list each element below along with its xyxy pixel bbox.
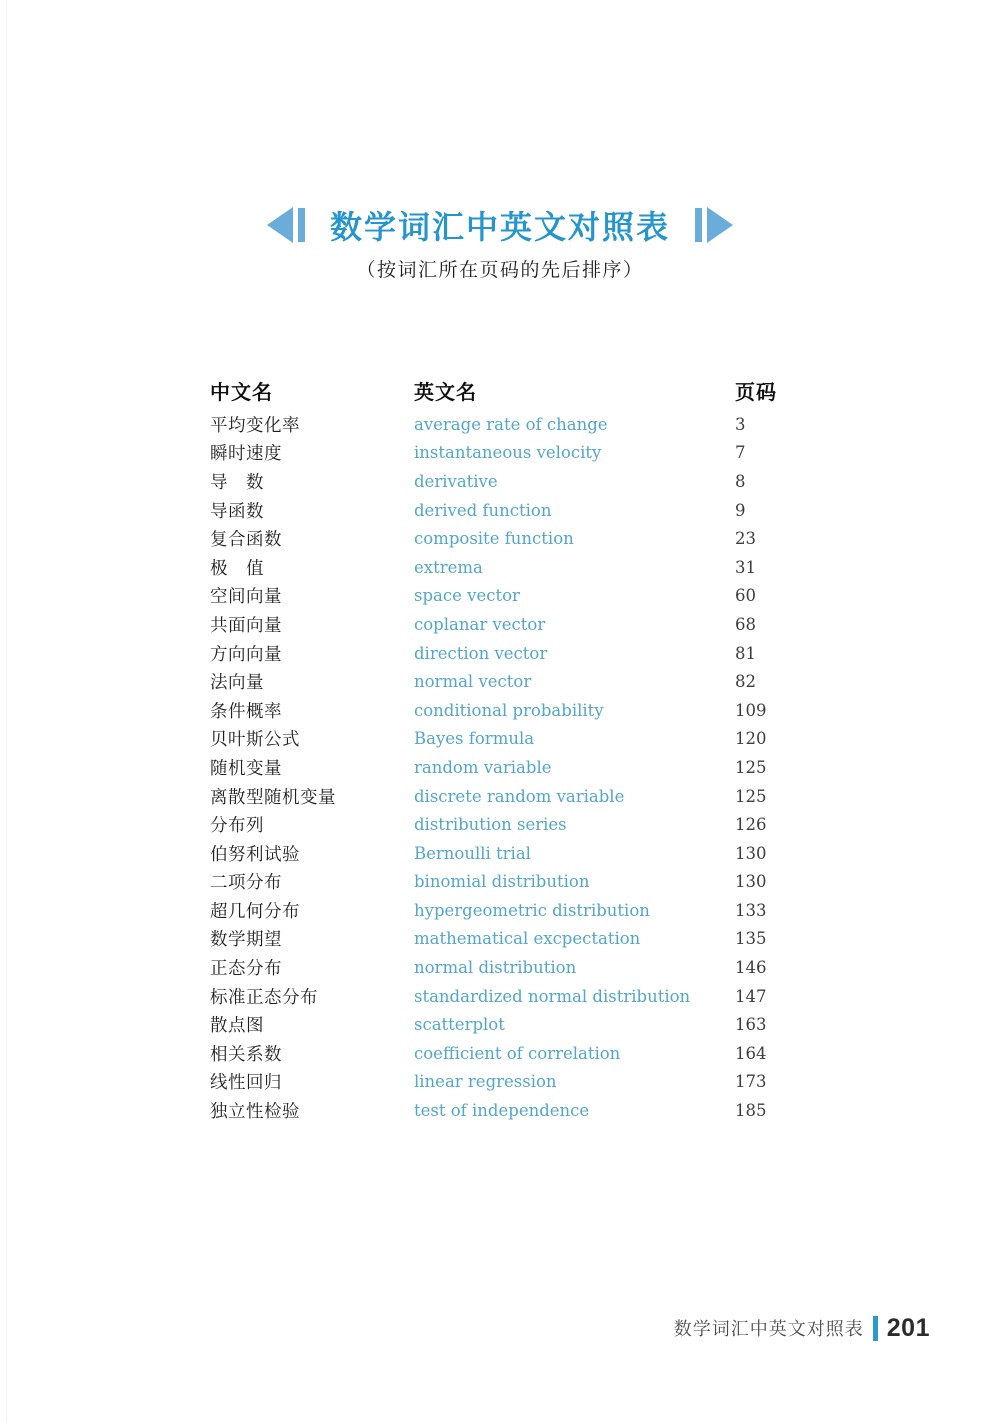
- page-number: 125: [735, 786, 767, 806]
- page-number: 130: [735, 843, 767, 863]
- table-row: [210, 810, 810, 839]
- english-term: space vector: [414, 586, 520, 606]
- english-term: average rate of change: [414, 414, 608, 434]
- vocab-table-body: [210, 410, 810, 1125]
- page-number: 126: [735, 815, 767, 835]
- subtitle: （按词汇所在页码的先后排序）: [356, 260, 644, 281]
- page-title: 数学词汇中英文对照表: [329, 209, 670, 245]
- page-number: 7: [735, 443, 746, 463]
- page-number: 147: [735, 986, 767, 1006]
- english-term: distribution series: [414, 815, 567, 835]
- page-number: 23: [735, 529, 756, 549]
- page-number: 109: [735, 700, 767, 720]
- chinese-term: 平均变化率: [210, 414, 300, 435]
- english-term: normal vector: [414, 672, 532, 692]
- page-number: 146: [735, 958, 767, 978]
- table-row: [210, 1096, 810, 1125]
- page-number: 135: [735, 929, 767, 949]
- page-number: 173: [735, 1072, 767, 1092]
- page-number: 120: [735, 729, 767, 749]
- page-number: 125: [735, 757, 767, 777]
- chinese-term: 数学期望: [210, 929, 282, 950]
- english-term: hypergeometric distribution: [414, 900, 650, 920]
- chinese-term: 空间向量: [210, 586, 282, 607]
- english-term: scatterplot: [414, 1015, 505, 1035]
- english-term: random variable: [414, 757, 552, 777]
- english-term: instantaneous velocity: [414, 443, 602, 463]
- table-row: [210, 667, 810, 696]
- chinese-term: 方向向量: [210, 643, 282, 664]
- table-row: [210, 1068, 810, 1097]
- table-row: [210, 610, 810, 639]
- footer-section-label: 数学词汇中英文对照表: [673, 1319, 864, 1339]
- english-term: linear regression: [414, 1072, 557, 1092]
- chinese-term: 离散型随机变量: [210, 786, 336, 807]
- english-term: mathematical excpectation: [414, 929, 641, 949]
- right-arrow-icon: [687, 207, 733, 243]
- chinese-term: 复合函数: [210, 529, 282, 550]
- english-term: conditional probability: [414, 700, 604, 720]
- table-row: [210, 582, 810, 611]
- table-header-row: [210, 376, 810, 404]
- english-term: coplanar vector: [414, 614, 546, 634]
- page-number: 133: [735, 900, 767, 920]
- chinese-term: 相关系数: [210, 1043, 282, 1064]
- page-number: 3: [735, 414, 746, 434]
- chinese-term: 导函数: [210, 500, 264, 521]
- chinese-term: 二项分布: [210, 872, 282, 893]
- table-row: [210, 725, 810, 754]
- english-term: derived function: [414, 500, 552, 520]
- table-row: [210, 696, 810, 725]
- chinese-term: 超几何分布: [210, 900, 300, 921]
- english-term: derivative: [414, 471, 498, 491]
- english-term: binomial distribution: [414, 872, 590, 892]
- chinese-term: 极 值: [210, 557, 264, 578]
- col-header-page: 页码: [735, 382, 777, 404]
- english-term: discrete random variable: [414, 786, 625, 806]
- table-row: [210, 439, 810, 468]
- page-number: 68: [735, 614, 756, 634]
- chinese-term: 散点图: [210, 1015, 264, 1036]
- english-term: coefficient of correlation: [414, 1043, 621, 1063]
- table-row: [210, 839, 810, 868]
- page-number: 130: [735, 872, 767, 892]
- chinese-term: 独立性检验: [210, 1101, 300, 1122]
- english-term: normal distribution: [414, 958, 577, 978]
- chinese-term: 随机变量: [210, 757, 282, 778]
- col-header-chinese: 中文名: [210, 382, 273, 404]
- page-number: 163: [735, 1015, 767, 1035]
- chinese-term: 正态分布: [210, 958, 282, 979]
- table-row: [210, 896, 810, 925]
- english-term: Bernoulli trial: [414, 843, 531, 863]
- footer-page-number: 201: [886, 1313, 930, 1342]
- page-number: 185: [735, 1101, 767, 1121]
- table-row: [210, 410, 810, 439]
- page-number: 8: [735, 471, 746, 491]
- vocab-table: [210, 376, 810, 1125]
- table-row: [210, 1039, 810, 1068]
- table-row: [210, 639, 810, 668]
- table-row: [210, 524, 810, 553]
- page-number: 164: [735, 1043, 767, 1063]
- table-row: [210, 925, 810, 954]
- title-block: [0, 202, 1000, 248]
- table-row: [210, 553, 810, 582]
- page-number: 31: [735, 557, 756, 577]
- page-number: 81: [735, 643, 756, 663]
- page-footer: [674, 1313, 930, 1343]
- left-arrow-icon: [267, 207, 313, 243]
- table-row: [210, 982, 810, 1011]
- english-term: Bayes formula: [414, 729, 535, 749]
- page-number: 82: [735, 672, 756, 692]
- english-term: direction vector: [414, 643, 548, 663]
- chinese-term: 线性回归: [210, 1072, 282, 1093]
- chinese-term: 法向量: [210, 672, 264, 693]
- page-number: 9: [735, 500, 746, 520]
- table-row: [210, 1010, 810, 1039]
- footer-divider-bar: [873, 1316, 878, 1341]
- chinese-term: 贝叶斯公式: [210, 729, 300, 750]
- english-term: test of independence: [414, 1101, 590, 1121]
- table-row: [210, 467, 810, 496]
- chinese-term: 分布列: [210, 815, 264, 836]
- chinese-term: 条件概率: [210, 700, 282, 721]
- english-term: extrema: [414, 557, 483, 577]
- english-term: standardized normal distribution: [414, 986, 691, 1006]
- col-header-english: 英文名: [414, 382, 477, 404]
- table-row: [210, 496, 810, 525]
- table-row: [210, 782, 810, 811]
- chinese-term: 伯努利试验: [210, 843, 300, 864]
- chinese-term: 共面向量: [210, 614, 282, 635]
- chinese-term: 瞬时速度: [210, 443, 282, 464]
- page-number: 60: [735, 586, 756, 606]
- table-row: [210, 868, 810, 897]
- english-term: composite function: [414, 529, 574, 549]
- chinese-term: 标准正态分布: [210, 986, 318, 1007]
- table-row: [210, 953, 810, 982]
- table-row: [210, 753, 810, 782]
- chinese-term: 导 数: [210, 471, 264, 492]
